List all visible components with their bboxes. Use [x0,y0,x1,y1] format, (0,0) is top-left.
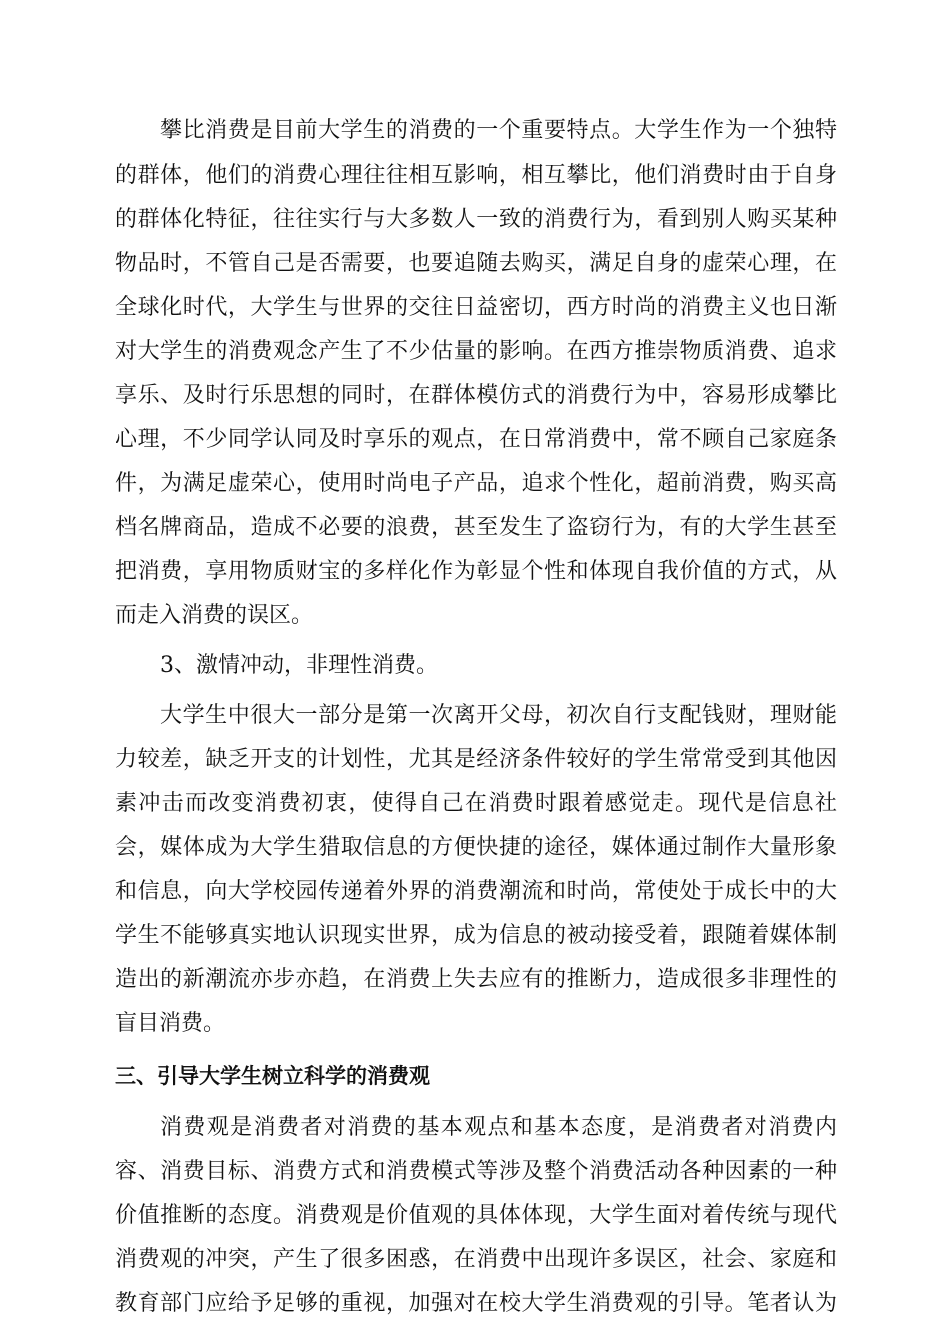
paragraph-3-line-2: 容、消费目标、消费方式和消费模式等涉及整个消费活动各种因素的一种 [115,1159,837,1184]
paragraph-2-line-2: 力较差，缺乏开支的计划性，尤其是经济条件较好的学生常常受到其他因 [115,747,837,772]
paragraph-2-line-6: 学生不能够真实地认识现实世界，成为信息的被动接受着，跟随着媒体制 [115,923,837,948]
paragraph-1-line-7: 享乐、及时行乐思想的同时，在群体模仿式的消费行为中，容易形成攀比 [115,383,837,408]
paragraph-1-line-2: 的群体，他们的消费心理往往相互影响，相互攀比，他们消费时由于自身 [115,163,837,188]
paragraph-2-line-1: 大学生中很大一部分是第一次离开父母，初次自行支配钱财，理财能 [160,703,837,728]
paragraph-2-line-7: 造出的新潮流亦步亦趋，在消费上失去应有的推断力，造成很多非理性的 [115,967,837,992]
paragraph-1-line-6: 对大学生的消费观念产生了不少估量的影响。在西方推崇物质消费、追求 [115,339,837,364]
paragraph-2-line-8: 盲目消费。 [115,1011,226,1036]
section-heading: 三、引导大学生树立科学的消费观 [115,1064,430,1088]
paragraph-1-line-5: 全球化时代，大学生与世界的交往日益密切，西方时尚的消费主义也日渐 [115,295,837,320]
paragraph-1-line-3: 的群体化特征，往往实行与大多数人一致的消费行为，看到别人购买某种 [115,207,837,232]
paragraph-1-line-11: 把消费，享用物质财宝的多样化作为彰显个性和体现自我价值的方式，从 [115,559,837,584]
paragraph-3-line-1: 消费观是消费者对消费的基本观点和基本态度，是消费者对消费内 [160,1115,837,1140]
paragraph-3-line-5: 教育部门应给予足够的重视，加强对在校大学生消费观的引导。笔者认为 [115,1291,837,1316]
paragraph-1-line-10: 档名牌商品，造成不必要的浪费，甚至发生了盗窃行为，有的大学生甚至 [115,515,837,540]
paragraph-1-line-8: 心理，不少同学认同及时享乐的观点，在日常消费中，常不顾自己家庭条 [115,427,837,452]
paragraph-1-line-12: 而走入消费的误区。 [115,603,314,628]
paragraph-3-line-4: 消费观的冲突，产生了很多困惑，在消费中出现许多误区，社会、家庭和 [115,1247,837,1272]
paragraph-3-line-3: 价值推断的态度。消费观是价值观的具体体现，大学生面对着传统与现代 [115,1203,837,1228]
paragraph-1-line-1: 攀比消费是目前大学生的消费的一个重要特点。大学生作为一个独特 [160,118,837,143]
paragraph-2-line-4: 会，媒体成为大学生猎取信息的方便快捷的途径，媒体通过制作大量形象 [115,835,837,860]
paragraph-1-line-9: 件，为满足虚荣心，使用时尚电子产品，追求个性化，超前消费，购买高 [115,471,837,496]
paragraph-1-line-4: 物品时，不管自己是否需要，也要追随去购买，满足自身的虚荣心理，在 [115,251,837,276]
paragraph-2-line-3: 素冲击而改变消费初衷，使得自己在消费时跟着感觉走。现代是信息社 [115,791,837,816]
subheading-3: 3、激情冲动，非理性消费。 [160,653,438,678]
paragraph-2-line-5: 和信息，向大学校园传递着外界的消费潮流和时尚，常使处于成长中的大 [115,879,837,904]
